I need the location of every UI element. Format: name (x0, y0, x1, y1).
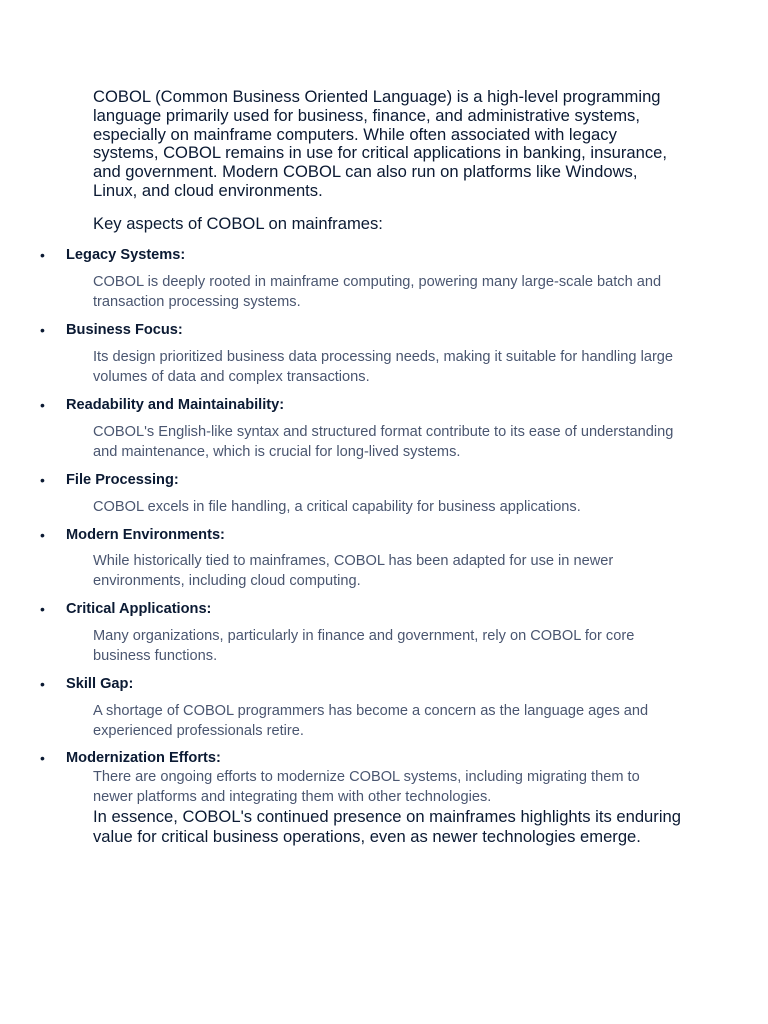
item-title: Legacy Systems: (66, 247, 186, 263)
item-description: Many organizations, particularly in finance and government, rely on COBOL for core business functions. (93, 628, 635, 664)
item-title: Modern Environments: (66, 527, 225, 543)
item-title: Business Focus: (66, 322, 183, 338)
item-description: COBOL excels in file handling, a critical capability for business applications. (93, 499, 581, 515)
item-description: While historically tied to mainframes, COBOL has been adapted for use in newer environments, including cloud computing. (93, 553, 614, 589)
bullet-icon: • (40, 601, 45, 617)
item-title: Critical Applications: (66, 601, 212, 617)
bullet-icon: • (40, 322, 45, 338)
item-title: Readability and Maintainability: (66, 397, 285, 413)
bullet-icon: • (40, 527, 45, 543)
bullet-icon: • (40, 472, 45, 488)
intro-paragraph: COBOL (Common Business Oriented Language) is a high-level programming language primarily used for business, finance, and administrative systems, especially on mainframe computers. While often associated with legacy systems, COBOL remains in use for critical applications in banking, insurance, and government. Modern COBOL can also run on platforms like Windows, Linux, and cloud environments. (93, 87, 667, 200)
bullet-icon: • (40, 676, 45, 692)
item-description: Its design prioritized business data processing needs, making it suitable for handling large volumes of data and complex transactions. (93, 349, 674, 385)
bullet-icon: • (40, 397, 45, 413)
item-title: Skill Gap: (66, 676, 134, 692)
conclusion-paragraph: In essence, COBOL's continued presence on mainframes highlights its enduring value for critical business operations, even as newer technologies emerge. (93, 807, 681, 846)
item-description: COBOL's English-like syntax and structured format contribute to its ease of understanding and maintenance, which is crucial for long-lived systems. (93, 424, 674, 460)
item-title: File Processing: (66, 472, 179, 488)
item-title: Modernization Efforts: (66, 750, 221, 766)
item-description: COBOL is deeply rooted in mainframe computing, powering many large-scale batch and transaction processing systems. (93, 274, 662, 310)
item-description: A shortage of COBOL programmers has become a concern as the language ages and experienced professionals retire. (93, 703, 649, 739)
bullet-icon: • (40, 247, 45, 263)
bullet-icon: • (40, 750, 45, 766)
key-aspects-heading: Key aspects of COBOL on mainframes: (93, 214, 383, 233)
item-description: There are ongoing efforts to modernize COBOL systems, including migrating them to newer platforms and integrating them with other technologies. (93, 769, 640, 805)
